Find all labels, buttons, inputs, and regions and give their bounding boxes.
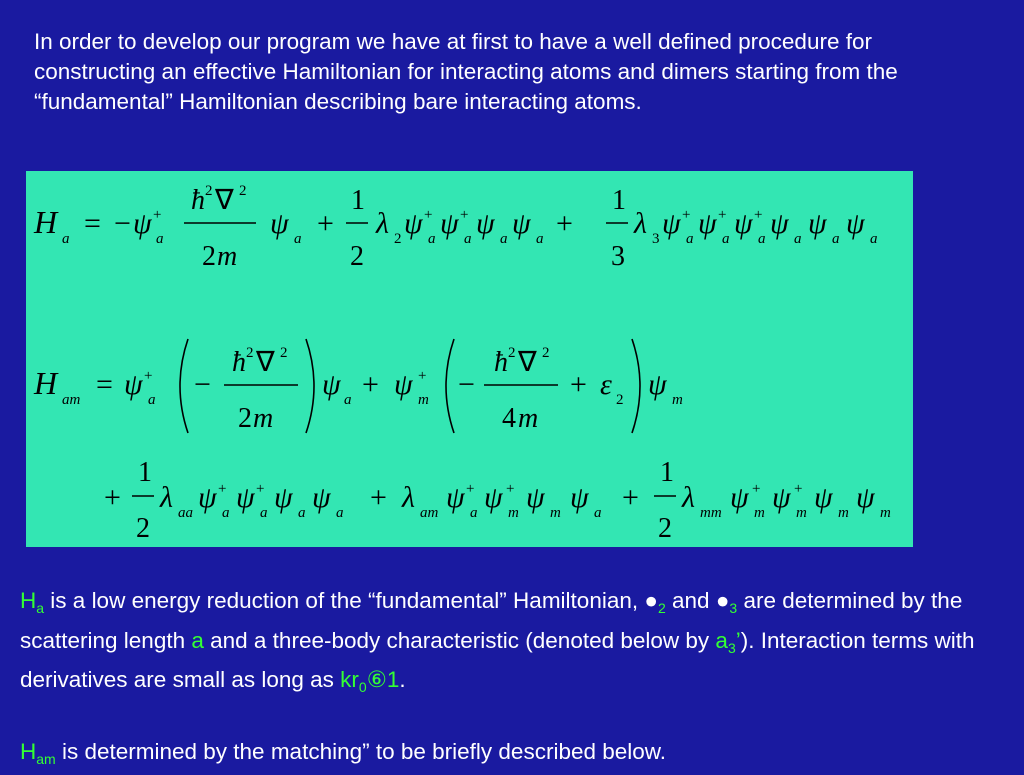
svg-text:+: + — [794, 481, 802, 497]
svg-text:m: m — [754, 505, 765, 521]
svg-text:2: 2 — [542, 345, 550, 361]
svg-text:ψ: ψ — [814, 481, 834, 514]
svg-text:a: a — [686, 231, 694, 247]
svg-text:m: m — [418, 392, 429, 408]
svg-text:a: a — [594, 505, 602, 521]
svg-text:+: + — [144, 368, 152, 384]
svg-text:ψ: ψ — [484, 481, 504, 514]
svg-text:−: − — [458, 368, 475, 401]
svg-text:ψ: ψ — [648, 368, 668, 401]
ham-text: is determined by the matching” to be briefly described below. — [56, 739, 666, 764]
equation-ha — [33, 183, 878, 272]
svg-text:λ: λ — [159, 481, 173, 514]
svg-text:λ: λ — [375, 207, 389, 240]
svg-text:2: 2 — [616, 392, 624, 408]
svg-text:H: H — [33, 365, 59, 401]
ha-text-2: are determined by the scattering length — [20, 588, 962, 653]
svg-text:=: = — [96, 368, 113, 401]
svg-text:ψ: ψ — [698, 207, 718, 240]
svg-text:+: + — [556, 207, 573, 240]
svg-text:+: + — [466, 481, 474, 497]
ha-text-3: and a three-body characteristic (denoted below by — [204, 628, 716, 653]
svg-text:+: + — [218, 481, 226, 497]
svg-text:+: + — [362, 368, 379, 401]
lambda3-subscript: 3 — [729, 600, 737, 616]
svg-text:ħ: ħ — [191, 185, 205, 216]
svg-text:2: 2 — [202, 241, 216, 272]
svg-text:m: m — [838, 505, 849, 521]
svg-text:ψ: ψ — [236, 481, 256, 514]
svg-text:2: 2 — [280, 345, 288, 361]
svg-text:a: a — [336, 505, 344, 521]
paragraph-ha — [20, 585, 1010, 704]
svg-text:ψ: ψ — [808, 207, 828, 240]
svg-text:a: a — [722, 231, 730, 247]
scattering-length-symbol: a — [191, 628, 204, 653]
svg-text:a: a — [832, 231, 840, 247]
kr-symbol: kr — [340, 667, 359, 692]
svg-text:∇: ∇ — [517, 347, 537, 378]
svg-text:a: a — [344, 392, 352, 408]
svg-text:+: + — [153, 207, 161, 223]
svg-text:m: m — [550, 505, 561, 521]
svg-text:+: + — [754, 207, 762, 223]
svg-text:1: 1 — [612, 185, 626, 216]
svg-text:+: + — [104, 481, 121, 514]
svg-text:ψ: ψ — [440, 207, 460, 240]
svg-text:aa: aa — [178, 505, 193, 521]
ha-text-4: ). Interaction terms with derivatives are small as long as — [20, 628, 975, 693]
and-text: and — [666, 588, 716, 613]
svg-text:+: + — [370, 481, 387, 514]
kr-subscript: 0 — [359, 679, 367, 695]
svg-text:ψ: ψ — [394, 368, 414, 401]
svg-text:H: H — [33, 204, 59, 240]
svg-text:2: 2 — [239, 183, 247, 199]
svg-text:ψ: ψ — [570, 481, 590, 514]
ham-subscript: am — [36, 751, 55, 767]
svg-text:ψ: ψ — [133, 207, 153, 240]
svg-text:ψ: ψ — [270, 207, 290, 240]
svg-text:a: a — [758, 231, 766, 247]
svg-text:λ: λ — [633, 207, 647, 240]
svg-text:a: a — [470, 505, 478, 521]
svg-text:−: − — [194, 368, 211, 401]
svg-text:=: = — [84, 207, 101, 240]
equation-ham-line2 — [104, 457, 891, 544]
a3-prime: ’ — [736, 628, 741, 653]
equation-box — [26, 171, 913, 547]
svg-text:am: am — [62, 392, 81, 408]
svg-text:ψ: ψ — [322, 368, 342, 401]
svg-text:+: + — [424, 207, 432, 223]
svg-text:ħ: ħ — [494, 347, 508, 378]
svg-text:a: a — [298, 505, 306, 521]
svg-text:1: 1 — [660, 457, 674, 488]
svg-text:ψ: ψ — [312, 481, 332, 514]
svg-text:a: a — [794, 231, 802, 247]
svg-text:3: 3 — [652, 231, 660, 247]
svg-text:2: 2 — [350, 241, 364, 272]
svg-text:−: − — [114, 207, 131, 240]
svg-text:ψ: ψ — [526, 481, 546, 514]
lambda2-symbol: ● — [644, 588, 658, 613]
svg-text:+: + — [622, 481, 639, 514]
svg-text:am: am — [420, 505, 439, 521]
svg-text:ε: ε — [600, 368, 612, 401]
explanation-text — [20, 585, 1010, 775]
svg-text:1: 1 — [138, 457, 152, 488]
svg-text:ψ: ψ — [446, 481, 466, 514]
svg-text:3: 3 — [611, 241, 625, 272]
svg-text:1: 1 — [351, 185, 365, 216]
svg-text:+: + — [418, 368, 426, 384]
svg-text:2: 2 — [394, 231, 402, 247]
ha-symbol: H — [20, 588, 36, 613]
a3-subscript: 3 — [728, 640, 736, 656]
svg-text:ψ: ψ — [846, 207, 866, 240]
svg-text:2: 2 — [238, 403, 252, 434]
svg-text:a: a — [536, 231, 544, 247]
svg-text:2: 2 — [508, 345, 516, 361]
svg-text:ψ: ψ — [124, 368, 144, 401]
svg-text:a: a — [428, 231, 436, 247]
a3-symbol: a — [715, 628, 728, 653]
svg-text:2: 2 — [246, 345, 254, 361]
svg-text:∇: ∇ — [214, 185, 234, 216]
paragraph-ham — [20, 736, 1010, 775]
equation-ham-line1 — [33, 339, 683, 434]
svg-text:4: 4 — [502, 403, 516, 434]
svg-text:+: + — [718, 207, 726, 223]
svg-text:m: m — [672, 392, 683, 408]
svg-text:a: a — [464, 231, 472, 247]
svg-text:λ: λ — [401, 481, 415, 514]
svg-text:ψ: ψ — [734, 207, 754, 240]
svg-text:m: m — [880, 505, 891, 521]
svg-text:a: a — [870, 231, 878, 247]
svg-text:ψ: ψ — [512, 207, 532, 240]
svg-text:m: m — [217, 241, 237, 272]
svg-text:ψ: ψ — [404, 207, 424, 240]
svg-text:+: + — [317, 207, 334, 240]
svg-text:ψ: ψ — [476, 207, 496, 240]
svg-text:a: a — [222, 505, 230, 521]
svg-text:ψ: ψ — [772, 481, 792, 514]
svg-text:λ: λ — [681, 481, 695, 514]
svg-text:+: + — [570, 368, 587, 401]
svg-text:ψ: ψ — [198, 481, 218, 514]
svg-text:m: m — [796, 505, 807, 521]
hamiltonian-equations — [26, 171, 913, 547]
svg-text:a: a — [148, 392, 156, 408]
ha-text-1: is a low energy reduction of the “fundamental” Hamiltonian, — [44, 588, 644, 613]
svg-text:m: m — [508, 505, 519, 521]
svg-text:2: 2 — [658, 513, 672, 544]
svg-text:mm: mm — [700, 505, 722, 521]
svg-text:m: m — [518, 403, 538, 434]
svg-text:m: m — [253, 403, 273, 434]
svg-text:∇: ∇ — [255, 347, 275, 378]
svg-text:+: + — [256, 481, 264, 497]
svg-text:a: a — [294, 231, 302, 247]
ha-text-5: . — [399, 667, 405, 692]
kr-relation: ⑥1 — [367, 667, 400, 692]
lambda3-symbol: ● — [716, 588, 730, 613]
svg-text:ψ: ψ — [856, 481, 876, 514]
svg-text:+: + — [752, 481, 760, 497]
svg-text:2: 2 — [205, 183, 213, 199]
svg-text:a: a — [260, 505, 268, 521]
svg-text:ħ: ħ — [232, 347, 246, 378]
lambda2-subscript: 2 — [658, 600, 666, 616]
svg-text:+: + — [460, 207, 468, 223]
svg-text:ψ: ψ — [770, 207, 790, 240]
svg-text:a: a — [62, 231, 70, 247]
ha-subscript: a — [36, 600, 44, 616]
svg-text:+: + — [682, 207, 690, 223]
intro-paragraph: In order to develop our program we have at first to have a well defined procedure for constructing an effective Hamiltonian for interacting atoms and dimers starting from the “fundamental” Hamiltonian describing bare interacting atoms. — [34, 27, 994, 117]
svg-text:a: a — [156, 231, 164, 247]
svg-text:2: 2 — [136, 513, 150, 544]
svg-text:ψ: ψ — [730, 481, 750, 514]
svg-text:a: a — [500, 231, 508, 247]
svg-text:ψ: ψ — [274, 481, 294, 514]
svg-text:+: + — [506, 481, 514, 497]
svg-text:ψ: ψ — [662, 207, 682, 240]
ham-symbol: H — [20, 739, 36, 764]
